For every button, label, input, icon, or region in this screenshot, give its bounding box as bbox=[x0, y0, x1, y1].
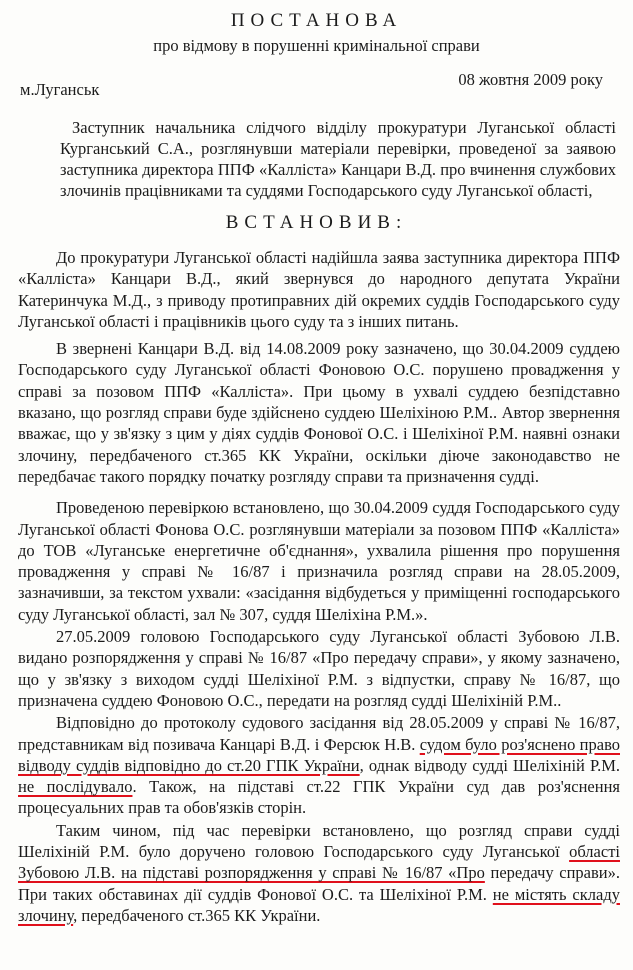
paragraph-6-text-b: передачу справи». При таких обставинах дії суддів Фонової О.С. та Шеліхіної Р.М. bbox=[18, 863, 620, 904]
paragraph-4: 27.05.2009 головою Господарського суду Луганської області Зубовою Л.В. видано розпорядження у справі № 16/87 «Про передачу справи», у якому зазначено, що у зв'язку з виходом судді Шеліхіної Р.М. з відпустки, справу № 16/87, що призначена суддею Фоновою О.С., передати на розгляд судді Шеліхіній Р.М.. bbox=[18, 627, 620, 710]
paragraph-5-text-c: . Також, на підставі ст.22 ГПК України суд дав роз'яснення процесуальних прав та обов'язків сторін. bbox=[18, 777, 620, 818]
document-title: ПОСТАНОВА bbox=[230, 10, 403, 31]
paragraph-6 bbox=[18, 820, 620, 926]
paragraph-5-text-a: Відповідно до протоколу судового засідання від 28.05.2009 у справі № 16/87, представникам від позивача Канцарі В.Д. і Ферсюк Н.В. bbox=[18, 713, 620, 754]
paragraph-5 bbox=[18, 712, 620, 818]
paragraph-2: В звернені Канцари В.Д. від 14.08.2009 року зазначено, що 30.04.2009 суддею Господарського суду Луганської області Фоновою О.С. порушено провадження у справі за позовом ППФ «Каллiста». При цьому в ухвалі суддею безпідставно вказано, що розгляд справи буде здійснено суддею Шеліхіною Р.М.. Автор звернення вважає, що у зв'язку з цим у діях суддів Фонової О.С. і Шеліхіної Р.М. наявні ознаки злочину, передбаченого ст.365 КК України, оскільки діюче законодавство не передбачає такого порядку початку розгляду справи та призначення судді. bbox=[18, 339, 620, 486]
established-heading: ВСТАНОВИВ: bbox=[225, 212, 408, 233]
paragraph-3: Проведеною перевіркою встановлено, що 30.04.2009 суддя Господарського суду Луганської області Фонова О.С. розглянувши матеріали за позовом ППФ «Каллiста» до ТОВ «Луганське енергетичне об'єднання», ухвалила рішення про порушення провадження у справі № 16/87 і призначила розгляд справи на 28.05.2009, зазначивши, за текстом ухвали: «засідання відбудеться у приміщенні господарського суду Луганської області, зал № 307, суддя Шеліхіна Р.М.». bbox=[18, 498, 620, 624]
paragraph-6-text-c: , передбаченого ст.365 КК України. bbox=[73, 905, 321, 925]
paragraph-6-text-a: Таким чином, під час перевірки встановлено, що розгляд справи судді Шеліхіній Р.М. було доручено головою Господарського суду Луганської bbox=[18, 820, 620, 862]
document-body bbox=[18, 247, 620, 927]
underlined-phrase-3: області Зубовою Л.В. на підставі розпорядження у справі № 16/87 «Про bbox=[18, 842, 620, 883]
intro-paragraph: Заступник начальника слідчого відділу прокуратури Луганської області Курганський С.А., розглянувши матеріали перевірки, проведеної за заявою заступника директора ППФ «Каллiста» Канцари В.Д. про вчинення службових злочинів працівниками та суддями Господарського суду Луганської області, bbox=[60, 118, 616, 200]
city: м.Луганськ bbox=[20, 80, 100, 99]
document-date: 08 жовтня 2009 року bbox=[458, 70, 603, 89]
underlined-phrase-2: не послідувало bbox=[18, 777, 133, 797]
underlined-phrase-4: не містять складу злочину bbox=[18, 884, 620, 925]
document-subtitle: про відмову в порушенні кримінальної справи bbox=[153, 36, 480, 55]
underlined-phrase-1: судом було роз'яснено право відводу суддів відповідно до ст.20 ГПК України bbox=[18, 734, 620, 775]
paragraph-5-text-b: , однак відводу судді Шеліхіній Р.М. bbox=[359, 755, 620, 775]
paragraph-1: До прокуратури Луганської області надійшла заява заступника директора ППФ «Каллiста» Канцари В.Д., який звернувся до народного депутата України Катеринчука М.Д., з приводу протиправних дій окремих суддів Господарського суду Луганської області і працівників цього суду та з інших питань. bbox=[18, 248, 620, 331]
